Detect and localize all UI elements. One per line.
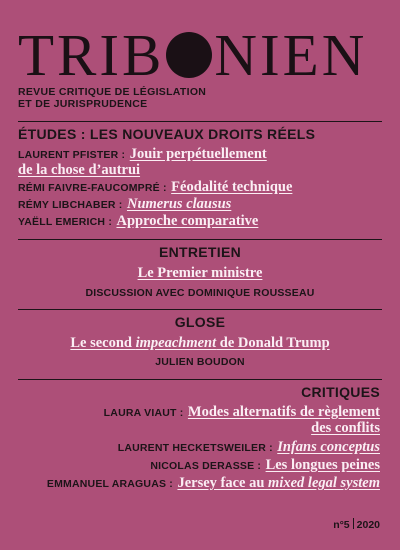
toc-entry-derasse [150, 457, 380, 474]
issue-label: n°5 [333, 519, 350, 531]
toc-title[interactable]: Jouir perpétuellement [129, 146, 267, 162]
toc-entry-entretien-sub [0, 284, 400, 301]
toc-title[interactable]: Les longues peines [265, 457, 380, 473]
subtitle-line-1: REVUE CRITIQUE DE LÉGISLATION [18, 86, 207, 98]
toc-title[interactable] [177, 475, 380, 491]
toc-title[interactable]: Numerus clausus [126, 196, 232, 212]
subtitle-line-2: ET DE JURISPRUDENCE [18, 98, 148, 110]
toc-author: RÉMI FAIVRE-FAUCOMPRÉ : [18, 182, 167, 194]
section-heading-glose: GLOSE [174, 314, 226, 330]
title-part: de Donald Trump [216, 335, 330, 351]
masthead-right: NIEN [214, 22, 368, 88]
divider-entretien [18, 239, 382, 240]
toc-entry-glose [0, 335, 400, 351]
toc-entry-pfister-cont [18, 162, 140, 178]
toc-author: LAURENT PFISTER : [18, 149, 126, 161]
title-part: Jersey face au [177, 475, 269, 491]
toc-author: LAURA VIAUT : [103, 407, 184, 419]
toc-entry-viaut [104, 404, 380, 421]
toc-author: DISCUSSION AVEC DOMINIQUE ROUSSEAU [85, 287, 315, 299]
issue-number [333, 518, 380, 531]
toc-title[interactable]: Le Premier ministre [137, 265, 263, 281]
toc-title[interactable]: Féodalité technique [171, 179, 293, 195]
toc-title[interactable]: de la chose d’autrui [18, 162, 141, 178]
toc-title[interactable]: des conflits [311, 420, 380, 436]
section-heading-entretien: ENTRETIEN [158, 244, 242, 260]
masthead-o-disc [166, 32, 212, 78]
toc-author: RÉMY LIBCHABER : [18, 199, 123, 211]
masthead-left: TRIB [18, 22, 165, 88]
toc-entry-pfister [18, 146, 267, 163]
title-italic-part: mixed legal system [268, 475, 380, 491]
toc-author: NICOLAS DERASSE : [150, 460, 262, 472]
toc-title[interactable]: Infans conceptus [277, 439, 380, 455]
toc-author: EMMANUEL ARAGUAS : [46, 478, 173, 490]
toc-entry-emerich [18, 213, 258, 230]
toc-entry-viaut-cont [311, 420, 380, 436]
toc-author: YAËLL EMERICH : [18, 216, 113, 228]
toc-entry-hecketsweiler [118, 439, 380, 456]
toc-title[interactable]: Modes alternatifs de règlement [187, 404, 380, 420]
section-heading-critiques: CRITIQUES [301, 384, 380, 400]
toc-author: JULIEN BOUDON [155, 356, 245, 368]
toc-entry-araguas [47, 475, 380, 492]
masthead-logo [18, 22, 368, 88]
divider-glose [18, 309, 382, 310]
toc-entry-libchaber [18, 196, 231, 213]
section-heading-etudes: ÉTUDES : LES NOUVEAUX DROITS RÉELS [18, 126, 316, 142]
divider-etudes [18, 121, 382, 122]
toc-entry-glose-author [0, 353, 400, 370]
toc-title[interactable]: Approche comparative [116, 213, 259, 229]
issue-separator [353, 518, 354, 529]
toc-author: LAURENT HECKETSWEILER : [117, 442, 273, 454]
toc-entry-faivre [18, 179, 292, 196]
issue-year: 2020 [356, 519, 380, 531]
title-italic-part: impeachment [135, 335, 217, 351]
divider-critiques [18, 379, 382, 380]
title-part: Le second [70, 335, 136, 351]
toc-entry-entretien [0, 265, 400, 281]
journal-subtitle [18, 86, 206, 110]
toc-title[interactable] [70, 335, 329, 351]
